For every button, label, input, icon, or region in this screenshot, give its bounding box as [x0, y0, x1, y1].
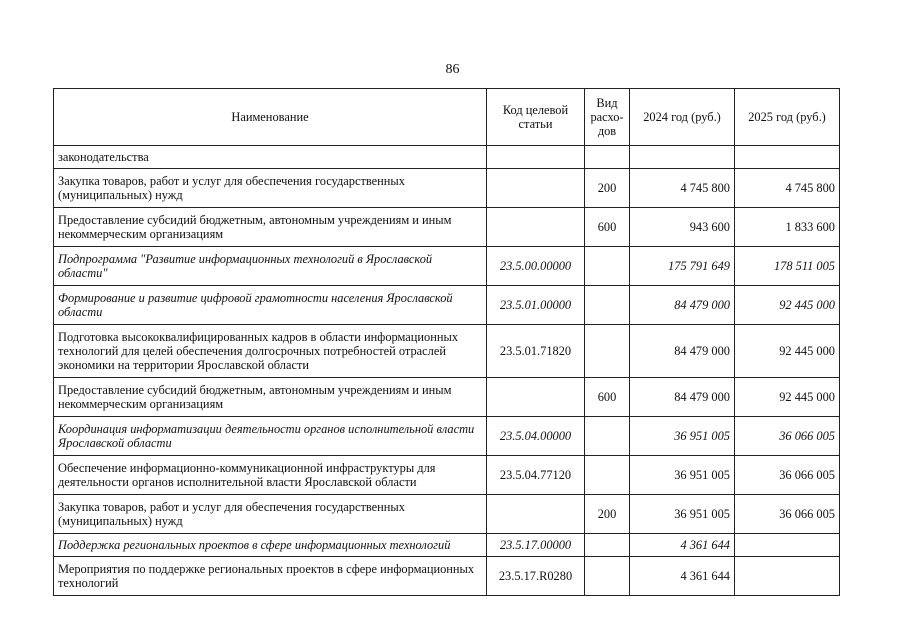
cell-code: [487, 208, 585, 247]
cell-type: [585, 146, 630, 169]
cell-2025: [735, 534, 840, 557]
cell-2024: 4 361 644: [630, 557, 735, 596]
cell-2025: 92 445 000: [735, 286, 840, 325]
header-name: Наименование: [54, 89, 487, 146]
cell-type: [585, 534, 630, 557]
cell-type: [585, 557, 630, 596]
cell-2025: 92 445 000: [735, 378, 840, 417]
cell-name: Предоставление субсидий бюджетным, автономным учреждениям и иным некоммерческим организациям: [54, 208, 487, 247]
cell-name: законодательства: [54, 146, 487, 169]
budget-table: [53, 88, 840, 596]
cell-type: 200: [585, 495, 630, 534]
header-type: Вид расхо-дов: [585, 89, 630, 146]
cell-code: [487, 146, 585, 169]
cell-2025: 36 066 005: [735, 495, 840, 534]
cell-2025: 36 066 005: [735, 456, 840, 495]
cell-2024: 4 745 800: [630, 169, 735, 208]
header-2025: 2025 год (руб.): [735, 89, 840, 146]
table-row: [54, 417, 840, 456]
cell-type: 600: [585, 378, 630, 417]
table-row: [54, 378, 840, 417]
cell-code: 23.5.04.00000: [487, 417, 585, 456]
cell-type: [585, 325, 630, 378]
cell-name: Подготовка высококвалифицированных кадров в области информационных технологий для целей обеспечения долгосрочных потребностей отраслей экономики на территории Ярославской области: [54, 325, 487, 378]
cell-2024: 943 600: [630, 208, 735, 247]
cell-name: Обеспечение информационно-коммуникационной инфраструктуры для деятельности органов исполнительной власти Ярославской области: [54, 456, 487, 495]
cell-name: Предоставление субсидий бюджетным, автономным учреждениям и иным некоммерческим организациям: [54, 378, 487, 417]
cell-code: 23.5.00.00000: [487, 247, 585, 286]
cell-type: [585, 286, 630, 325]
cell-2024: 84 479 000: [630, 325, 735, 378]
cell-name: Подпрограмма "Развитие информационных технологий в Ярославской области": [54, 247, 487, 286]
cell-code: [487, 169, 585, 208]
table-row: [54, 146, 840, 169]
cell-2024: 4 361 644: [630, 534, 735, 557]
cell-name: Закупка товаров, работ и услуг для обеспечения государственных (муниципальных) нужд: [54, 495, 487, 534]
cell-code: 23.5.17.R0280: [487, 557, 585, 596]
cell-name: Мероприятия по поддержке региональных проектов в сфере информационных технологий: [54, 557, 487, 596]
cell-code: 23.5.01.71820: [487, 325, 585, 378]
cell-name: Закупка товаров, работ и услуг для обеспечения государственных (муниципальных) нужд: [54, 169, 487, 208]
table-row: [54, 495, 840, 534]
table-row: [54, 456, 840, 495]
cell-2024: 36 951 005: [630, 417, 735, 456]
table-row: [54, 325, 840, 378]
table-row: [54, 534, 840, 557]
page-number: 86: [445, 62, 460, 77]
cell-type: 600: [585, 208, 630, 247]
cell-2024: 175 791 649: [630, 247, 735, 286]
header-code: Код целевой статьи: [487, 89, 585, 146]
cell-2024: 84 479 000: [630, 286, 735, 325]
table-row: [54, 169, 840, 208]
cell-type: [585, 456, 630, 495]
cell-code: [487, 495, 585, 534]
cell-2024: [630, 146, 735, 169]
cell-name: Координация информатизации деятельности органов исполнительной власти Ярославской области: [54, 417, 487, 456]
cell-2025: 36 066 005: [735, 417, 840, 456]
cell-code: [487, 378, 585, 417]
cell-2024: 36 951 005: [630, 456, 735, 495]
cell-code: 23.5.17.00000: [487, 534, 585, 557]
cell-code: 23.5.01.00000: [487, 286, 585, 325]
cell-type: 200: [585, 169, 630, 208]
cell-2025: [735, 146, 840, 169]
table-row: [54, 557, 840, 596]
cell-2024: 84 479 000: [630, 378, 735, 417]
cell-2024: 36 951 005: [630, 495, 735, 534]
table-row: [54, 286, 840, 325]
table-row: [54, 208, 840, 247]
cell-2025: 178 511 005: [735, 247, 840, 286]
cell-2025: 92 445 000: [735, 325, 840, 378]
cell-2025: 1 833 600: [735, 208, 840, 247]
cell-2025: 4 745 800: [735, 169, 840, 208]
cell-name: Поддержка региональных проектов в сфере информационных технологий: [54, 534, 487, 557]
cell-type: [585, 247, 630, 286]
cell-type: [585, 417, 630, 456]
cell-2025: [735, 557, 840, 596]
table-header-row: [54, 89, 840, 146]
cell-code: 23.5.04.77120: [487, 456, 585, 495]
table-row: [54, 247, 840, 286]
cell-name: Формирование и развитие цифровой грамотности населения Ярославской области: [54, 286, 487, 325]
header-2024: 2024 год (руб.): [630, 89, 735, 146]
